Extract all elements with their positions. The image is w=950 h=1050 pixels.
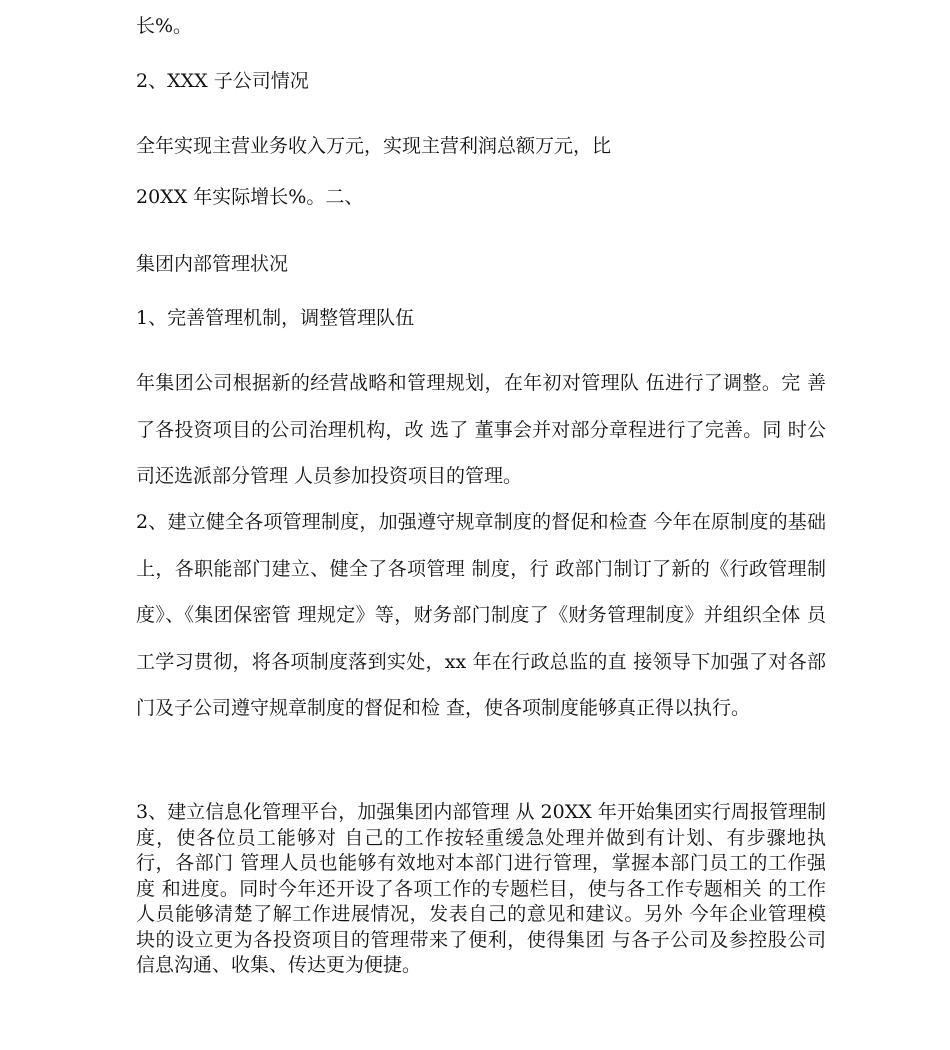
item-3-paragraph: 3、建立信息化管理平台，加强集团内部管理 从 20XX 年开始集团实行周报管理制度，使各位员工能够对 自己的工作按轻重缓急处理并做到有计划、有步骤地执行，各部门 管理人员也能够有效地对本部门进行管理，掌握本部门员工的工作强度 和进度。同时今年还开设了各项工作的专题栏目，使与各工作专题相关 的工作人员能够清楚了解工作进展情况，发表自己的意见和建议。另外 今年企业管理模块的设立更为各投资项目的管理带来了便利，使得集团 与各子公司及参控股公司信息沟通、收集、传达更为便捷。 <box>136 801 826 976</box>
section-title: 集团内部管理状况 <box>136 253 289 275</box>
text-line-revenue: 全年实现主营业务收入万元，实现主营利润总额万元，比 <box>136 135 612 157</box>
item-2-paragraph: 2、建立健全各项管理制度，加强遵守规章制度的督促和检查 今年在原制度的基础上，各职能部门建立、健全了各项管理 制度，行 政部门制订了新的《行政管理制 度》、《集团保密管 理规定》等，财务部门制度了《财务管理制度》并组织全体 员工学习贯彻，将各项制度落到实处，xx 年在行政总监的直 接领导下加强了对各部门及子公司遵守规章制度的督促和检 查，使各项制度能够真正得以执行。 <box>136 511 826 719</box>
item-1-paragraph: 年集团公司根据新的经营战略和管理规划，在年初对管理队 伍进行了调整。完 善了各投资项目的公司治理机构，改 选了 董事会并对部分章程进行了完善。同 时公司还选派部分管理 人员参加投资项目的管理。 <box>136 372 826 487</box>
text-line-percent: 长%。 <box>136 15 193 37</box>
text-line-growth: 20XX 年实际增长%。二、 <box>136 186 364 208</box>
item-1-heading: 1、完善管理机制，调整管理队伍 <box>136 307 415 329</box>
heading-subsidiary: 2、XXX 子公司情况 <box>136 70 309 92</box>
